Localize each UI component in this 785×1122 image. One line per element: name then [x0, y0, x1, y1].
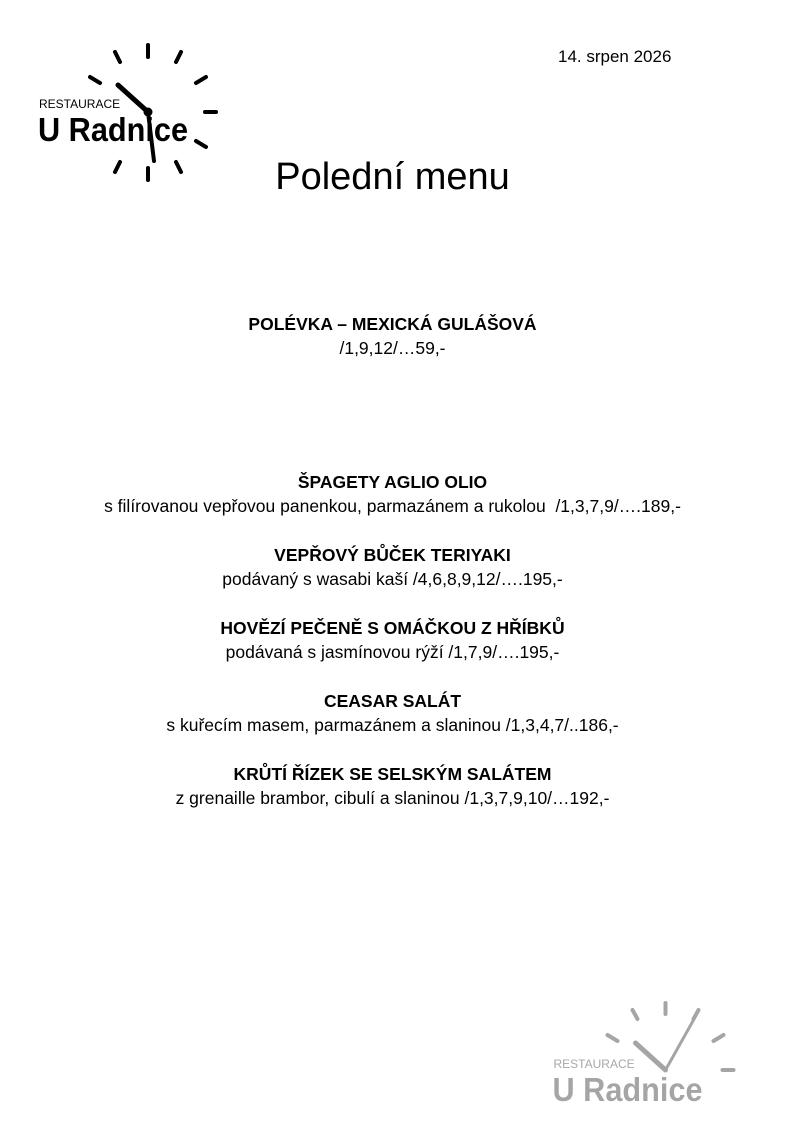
soup-desc: /1,9,12/…59,- — [339, 338, 446, 358]
main-dish-item — [0, 470, 785, 518]
clock-watermark-icon — [545, 998, 745, 1110]
dish-desc: podávaný s wasabi kaší /4,6,8,9,12/….195,- — [222, 569, 563, 589]
main-dish-item — [0, 762, 785, 810]
restaurant-logo-watermark — [545, 998, 745, 1110]
main-dish-item — [0, 616, 785, 664]
dish-desc: z grenaille brambor, cibulí a slaninou /1,3,7,9,10/…192,- — [175, 788, 610, 808]
watermark-big-text: U Radnice — [552, 1071, 703, 1108]
dish-desc: podávaná s jasmínovou rýží /1,7,9/….195,- — [225, 642, 560, 662]
menu-date: 14. srpen 2026 — [558, 47, 672, 66]
watermark-small-text: RESTAURACE — [553, 1057, 635, 1071]
soup-name: POLÉVKA – MEXICKÁ GULÁŠOVÁ — [248, 314, 537, 334]
dish-name: CEASAR SALÁT — [323, 691, 462, 711]
logo-small-text: RESTAURACE — [39, 97, 121, 111]
dish-name: KRŮTÍ ŘÍZEK SE SELSKÝM SALÁTEM — [233, 764, 552, 784]
dish-name: HOVĚZÍ PEČENĚ S OMÁČKOU Z HŘÍBKŮ — [220, 618, 565, 638]
dish-name: VEPŘOVÝ BŮČEK TERIYAKI — [274, 545, 511, 565]
main-dish-item — [0, 543, 785, 591]
main-dish-item — [0, 689, 785, 737]
page-title: Polední menu — [275, 156, 510, 198]
dish-name: ŠPAGETY AGLIO OLIO — [297, 472, 488, 492]
dish-desc: s kuřecím masem, parmazánem a slaninou /1,3,4,7/..186,- — [166, 715, 619, 735]
dish-desc: s filírovanou vepřovou panenkou, parmazánem a rukolou /1,3,7,9/….189,- — [104, 496, 681, 516]
logo-big-text: U Radnice — [38, 111, 188, 148]
soup-item — [0, 312, 785, 360]
menu-list — [0, 312, 785, 835]
